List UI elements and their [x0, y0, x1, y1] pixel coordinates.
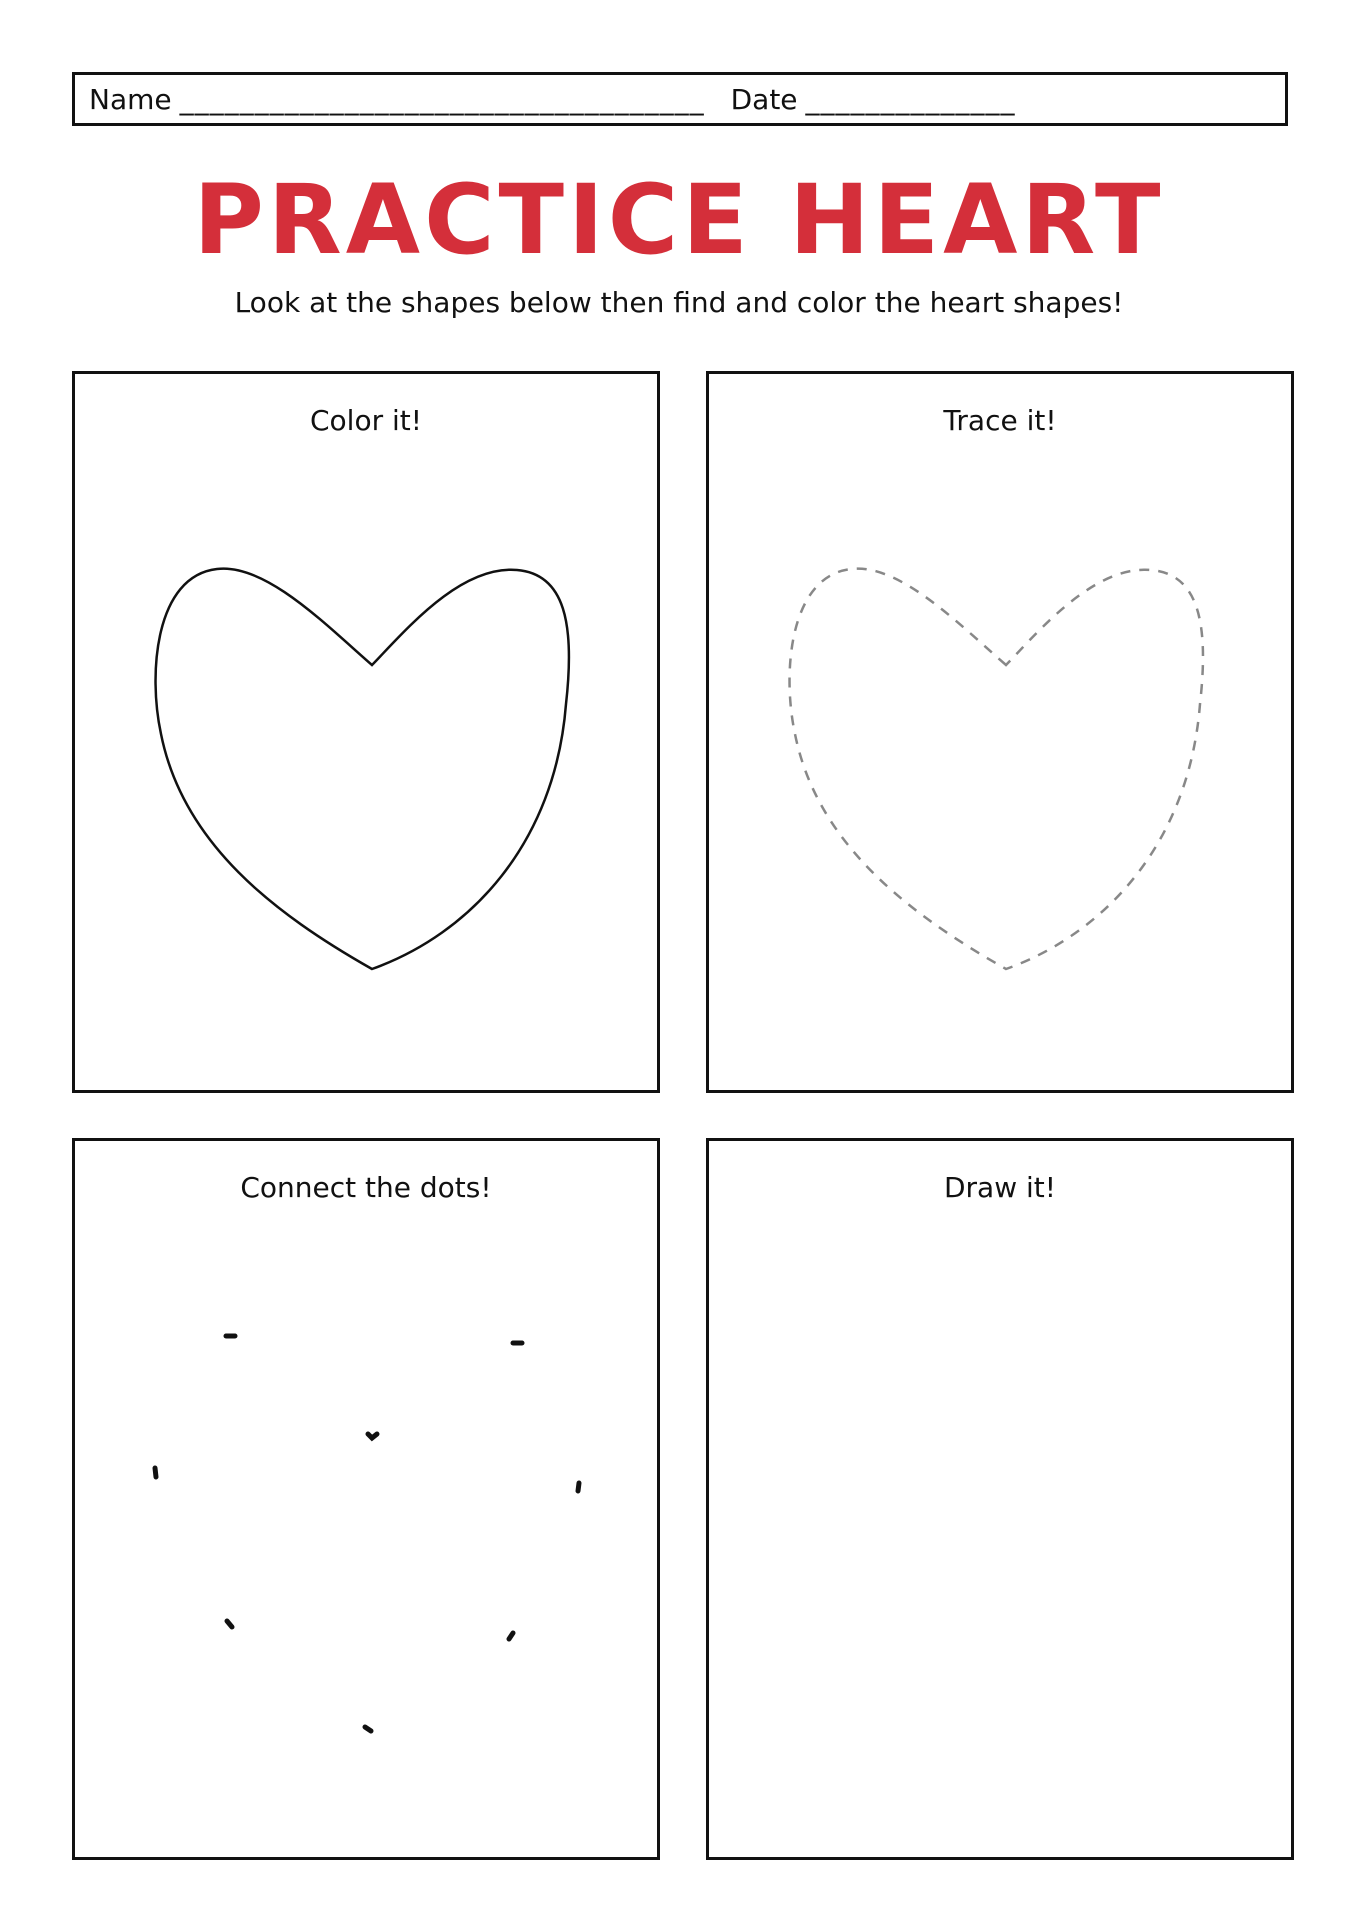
heart-outline-icon[interactable]	[75, 374, 663, 1096]
dot-bottom	[365, 1727, 371, 1731]
dot-right	[578, 1483, 579, 1491]
dot-left	[155, 1468, 156, 1477]
worksheet-instructions: Look at the shapes below then find and color the heart shapes!	[234, 286, 1124, 319]
date-label: Date	[730, 82, 798, 116]
panel-label: Trace it!	[943, 404, 1057, 437]
date-field-line[interactable]: ______________	[805, 82, 1016, 116]
dot-lower-left	[227, 1621, 232, 1627]
panel-label: Draw it!	[943, 1171, 1056, 1204]
draw-it-panel[interactable]	[706, 1138, 1294, 1860]
dots-area[interactable]	[75, 1141, 663, 1863]
worksheet-title: PRACTICE HEART	[193, 164, 1165, 276]
color-it-panel	[72, 371, 660, 1093]
dashed-heart-icon[interactable]	[709, 374, 1297, 1096]
dot-lower-right	[509, 1633, 513, 1639]
name-field-line[interactable]: ___________________________________	[179, 82, 705, 116]
trace-it-panel	[706, 371, 1294, 1093]
panel-label: Connect the dots!	[240, 1171, 492, 1204]
connect-dots-panel	[72, 1138, 660, 1860]
name-date-bar	[72, 72, 1288, 126]
dot-center-notch	[368, 1434, 377, 1438]
name-label: Name	[89, 82, 172, 116]
panel-label: Color it!	[310, 404, 422, 437]
